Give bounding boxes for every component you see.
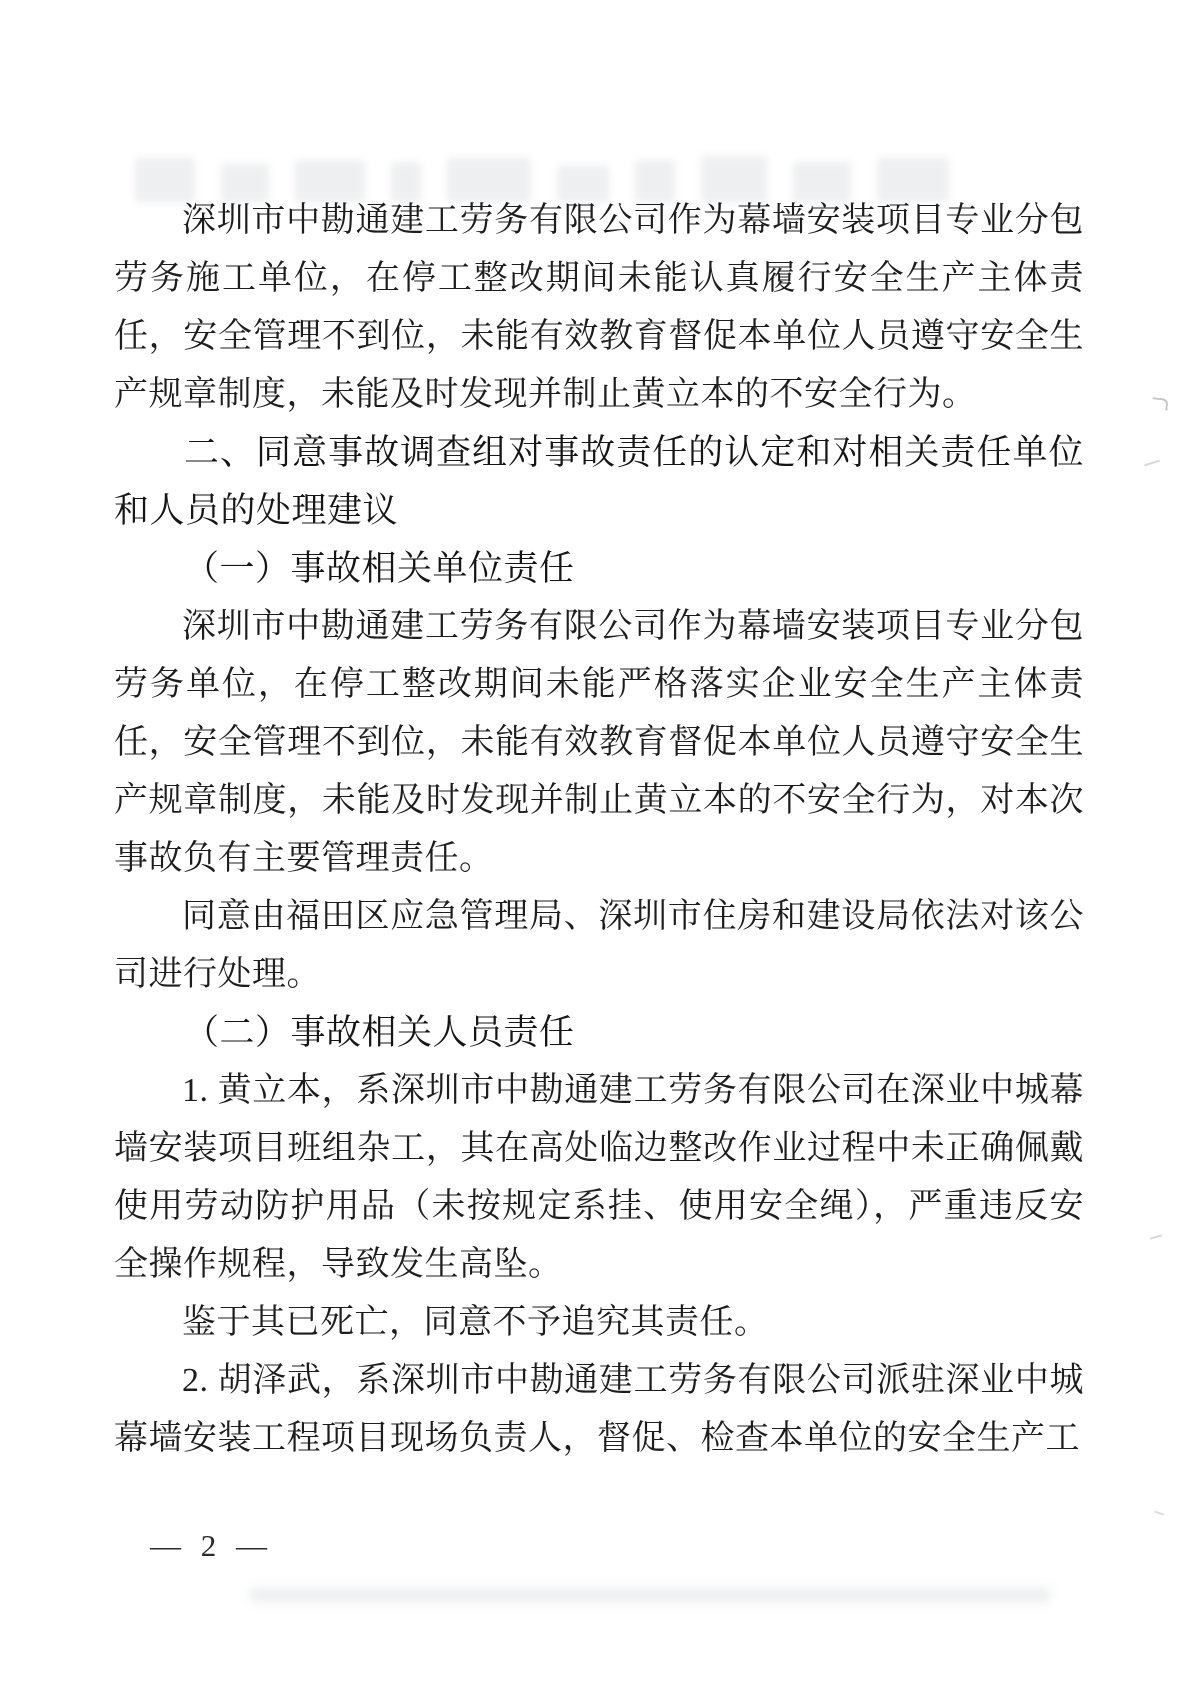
paragraph-unit-responsibility: 深圳市中勘通建工劳务有限公司作为幕墙安装项目专业分包劳务单位，在停工整改期间未能严格落实企业安全生产主体责任，安全管理不到位，未能有效教育督促本单位人员遵守安全生产规章制度，未能及时发现并制止黄立本的不安全行为，对本次事故负有主要管理责任。 [114, 608, 1084, 877]
scan-artifact-mark [1150, 1234, 1162, 1239]
subsection-heading-unit-responsibility: （一）事故相关单位责任 [184, 549, 575, 588]
scan-artifact-mark [1154, 1510, 1164, 1515]
paragraph-intro-unit-summary: 深圳市中勘通建工劳务有限公司作为幕墙安装项目专业分包劳务施工单位，在停工整改期间未能认真履行安全生产主体责任，安全管理不到位，未能有效教育督促本单位人员遵守安全生产规章制度，未能及时发现并制止黄立本的不安全行为。 [114, 202, 1084, 413]
subsection-heading-personnel-responsibility: （二）事故相关人员责任 [184, 1013, 575, 1052]
paragraph-unit-handling: 同意由福田区应急管理局、深圳市住房和建设局依法对该公司进行处理。 [114, 898, 1084, 993]
scan-artifact-mark [1151, 397, 1168, 411]
scan-artifact-mark [1144, 460, 1160, 467]
paragraph-person-1-huangliben: 1. 黄立本，系深圳市中勘通建工劳务有限公司在深业中城幕墙安装项目班组杂工，其在高处临边整改作业过程中未正确佩戴使用劳动防护用品（未按规定系挂、使用安全绳），严重违反安全操作规程，导致发生高坠。 [114, 1072, 1084, 1283]
paragraph-person-2-huzewu: 2. 胡泽武，系深圳市中勘通建工劳务有限公司派驻深业中城幕墙安装工程项目现场负责人，督促、检查本单位的安全生产工 [114, 1362, 1084, 1457]
bleed-through-artifact-bottom [250, 1588, 1050, 1602]
document-body [114, 192, 1084, 1468]
section-heading-two: 二、同意事故调查组对事故责任的认定和对相关责任单位和人员的处理建议 [114, 433, 1084, 530]
page-number: — 2 — [150, 1528, 273, 1563]
paragraph-person-1-conclusion: 鉴于其已死亡，同意不予追究其责任。 [182, 1304, 769, 1341]
